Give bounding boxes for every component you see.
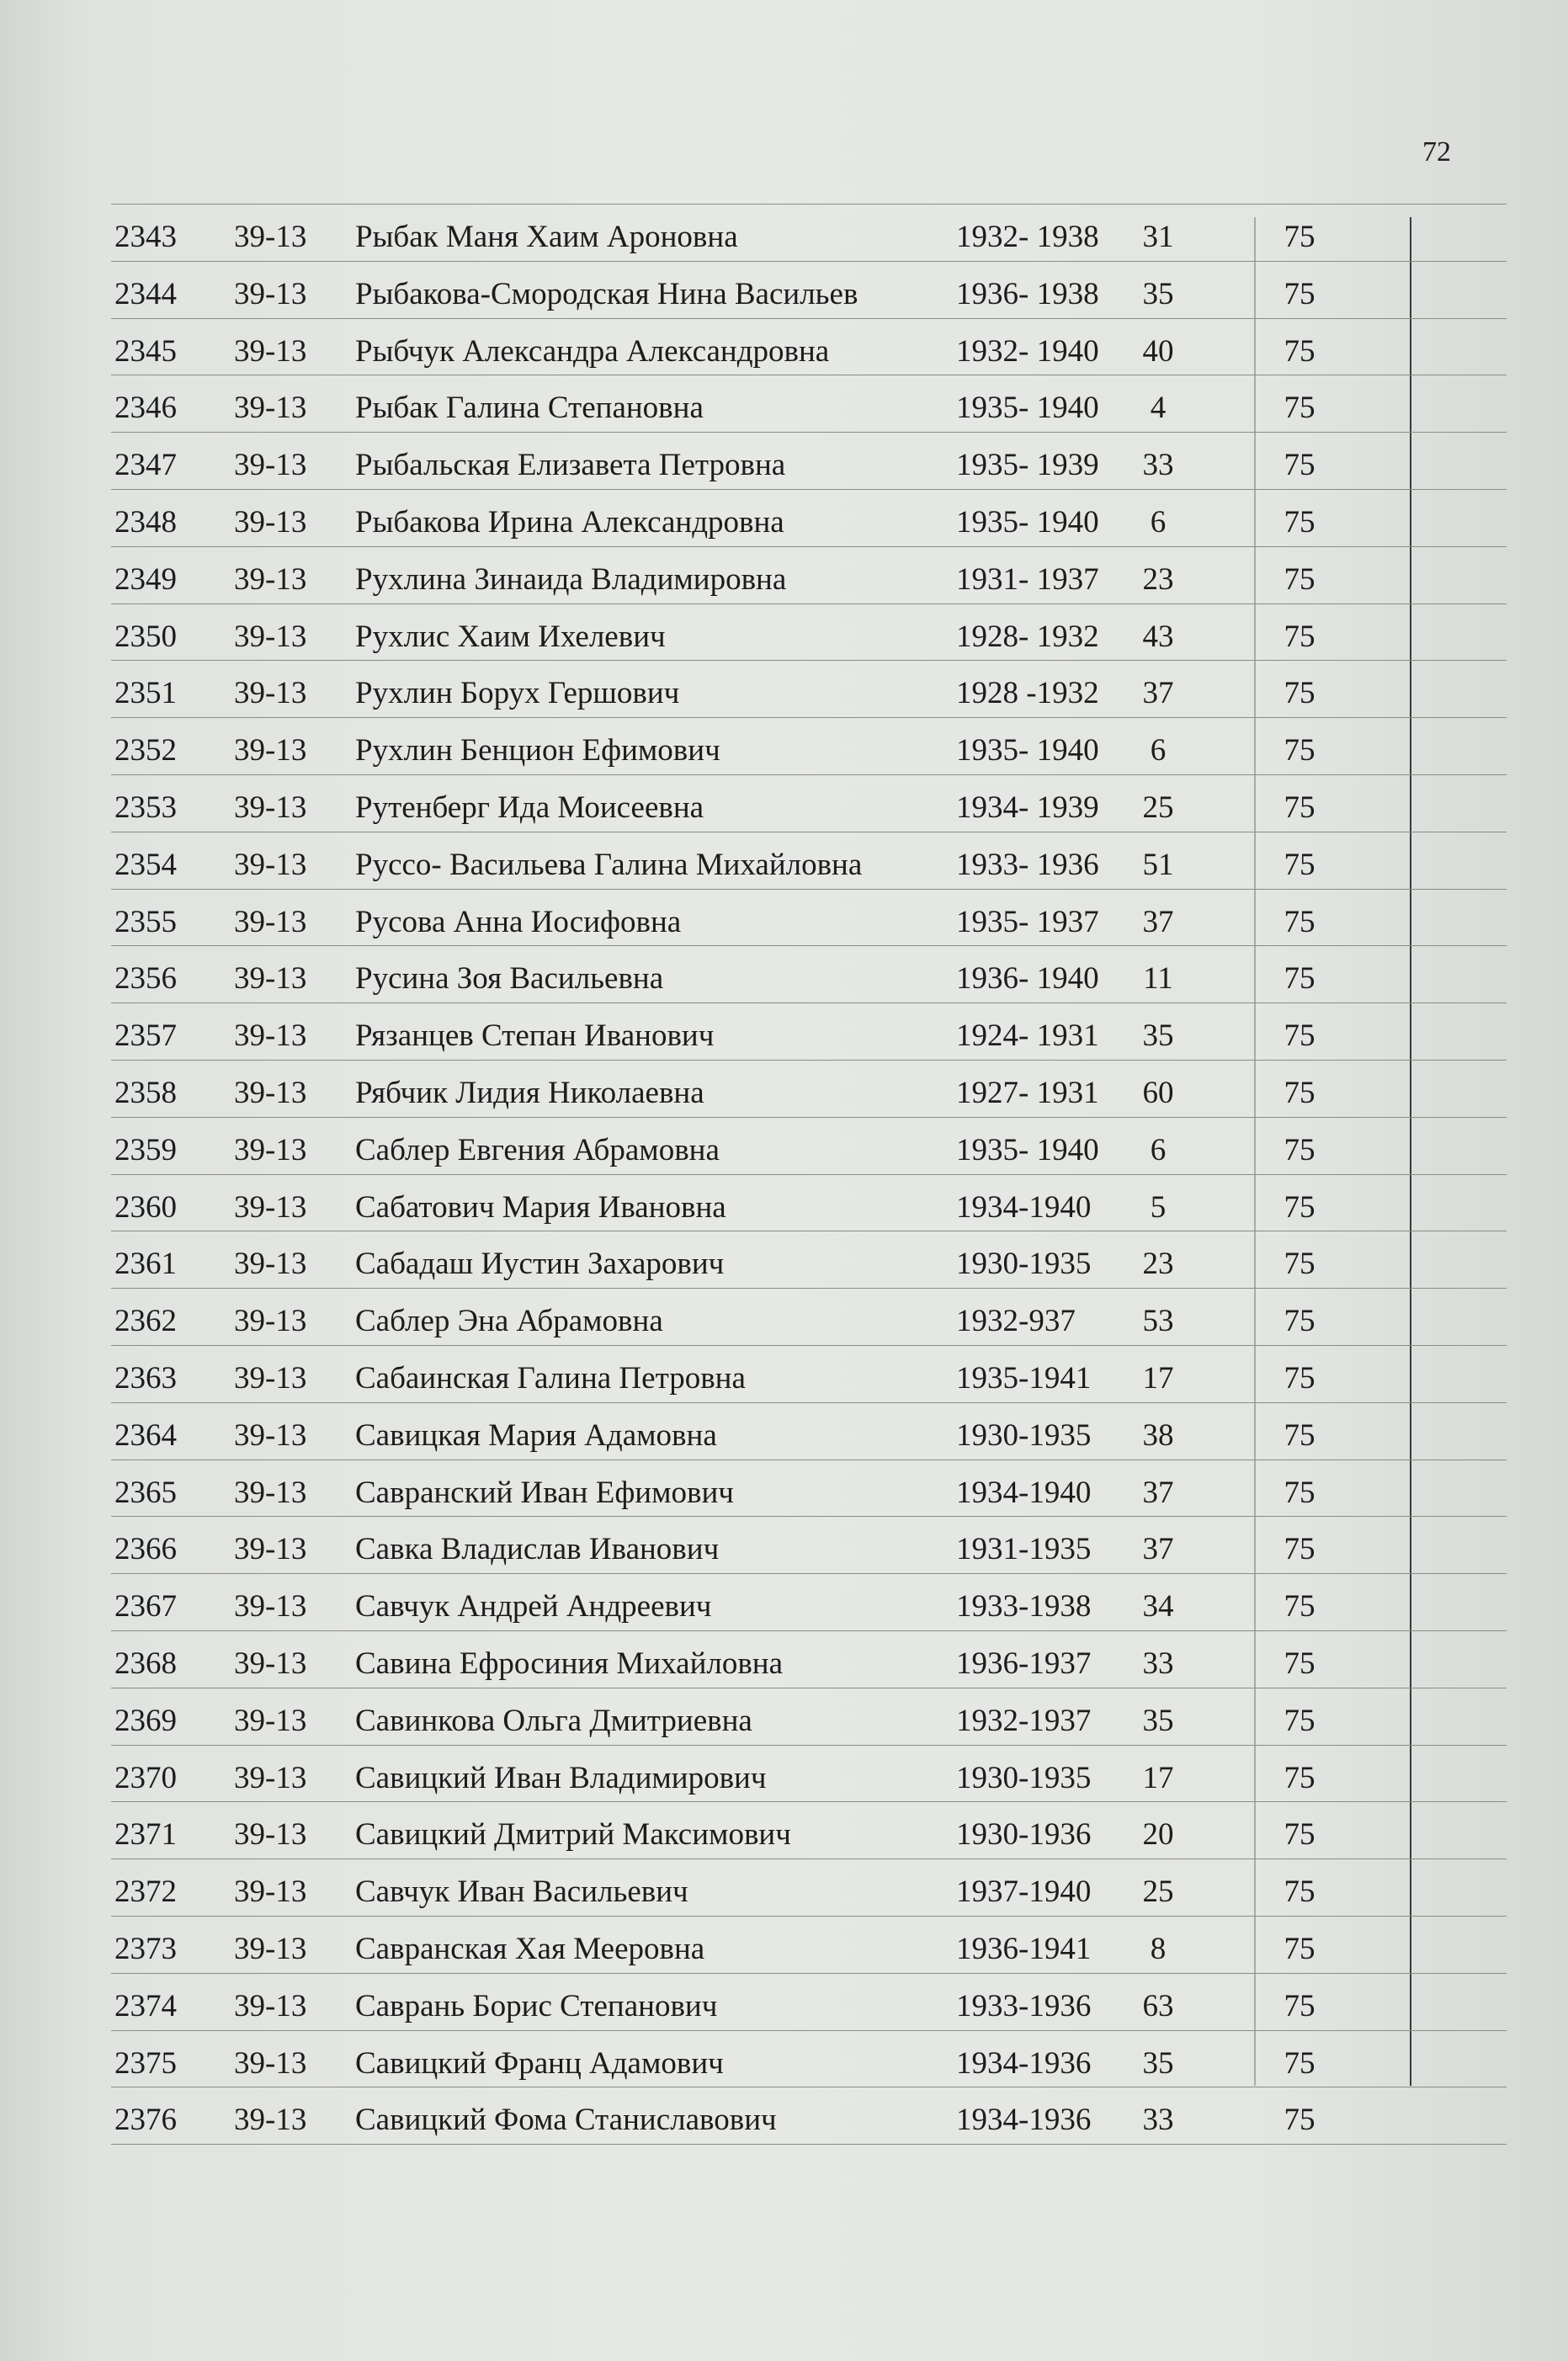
record-count: 31 [1142, 220, 1174, 254]
record-value: 75 [1284, 276, 1316, 311]
table-row [111, 204, 1507, 262]
record-number: 2353 [114, 790, 177, 825]
person-name: Саблер Эна Абрамовна [355, 1304, 663, 1339]
table-row [111, 2087, 1507, 2145]
table-row [111, 775, 1507, 832]
record-value: 75 [1284, 333, 1316, 369]
record-count: 4 [1150, 391, 1167, 426]
year-range: 1930-1935 [956, 1417, 1092, 1453]
record-count: 8 [1150, 1931, 1167, 1966]
year-range: 1934-1936 [956, 2045, 1092, 2081]
record-code: 39-13 [234, 1874, 307, 1910]
page-number: 72 [1422, 136, 1451, 168]
record-count: 25 [1142, 1874, 1174, 1910]
person-name: Рыбчук Александра Александровна [355, 333, 830, 369]
person-name: Руссо- Васильева Галина Михайловна [355, 847, 863, 882]
record-code: 39-13 [234, 1132, 307, 1167]
record-code: 39-13 [234, 448, 307, 483]
record-count: 35 [1142, 1703, 1174, 1738]
record-number: 2343 [114, 220, 177, 254]
table-row [111, 433, 1507, 490]
person-name: Саблер Евгения Абрамовна [355, 1132, 720, 1167]
person-name: Савка Владислав Иванович [355, 1532, 720, 1567]
record-code: 39-13 [234, 619, 307, 654]
person-name: Савицкая Мария Адамовна [355, 1417, 717, 1453]
ledger-table [111, 204, 1507, 2145]
record-number: 2354 [114, 847, 177, 882]
year-range: 1934- 1939 [956, 790, 1099, 825]
record-count: 11 [1143, 961, 1173, 997]
record-count: 51 [1142, 847, 1174, 882]
record-code: 39-13 [234, 1189, 307, 1225]
table-row [111, 1003, 1507, 1061]
year-range: 1934-1940 [956, 1189, 1092, 1225]
record-code: 39-13 [234, 904, 307, 939]
record-number: 2350 [114, 619, 177, 654]
record-value: 75 [1284, 961, 1316, 997]
record-code: 39-13 [234, 1988, 307, 2023]
record-code: 39-13 [234, 333, 307, 369]
year-range: 1934-1940 [956, 1475, 1092, 1510]
table-row [111, 718, 1507, 775]
table-row [111, 1859, 1507, 1917]
record-code: 39-13 [234, 1817, 307, 1853]
person-name: Савина Ефросиния Михайловна [355, 1646, 784, 1681]
record-number: 2346 [114, 391, 177, 426]
table-row [111, 1346, 1507, 1403]
table-row [111, 1289, 1507, 1346]
record-code: 39-13 [234, 1931, 307, 1966]
record-value: 75 [1284, 619, 1316, 654]
person-name: Русова Анна Иосифовна [355, 904, 682, 939]
year-range: 1930-1935 [956, 1760, 1092, 1795]
table-row [111, 1688, 1507, 1746]
person-name: Рыбальская Елизавета Петровна [355, 448, 786, 483]
record-number: 2369 [114, 1703, 177, 1738]
record-value: 75 [1284, 1931, 1316, 1966]
record-number: 2355 [114, 904, 177, 939]
year-range: 1932-1937 [956, 1703, 1092, 1738]
record-value: 75 [1284, 1703, 1316, 1738]
record-value: 75 [1284, 1646, 1316, 1681]
person-name: Савицкий Дмитрий Максимович [355, 1817, 791, 1853]
record-count: 5 [1150, 1189, 1167, 1225]
record-number: 2365 [114, 1475, 177, 1510]
record-value: 75 [1284, 1075, 1316, 1110]
record-count: 6 [1150, 504, 1167, 540]
record-value: 75 [1284, 1874, 1316, 1910]
record-number: 2366 [114, 1532, 177, 1567]
record-code: 39-13 [234, 2045, 307, 2081]
record-count: 17 [1142, 1360, 1174, 1396]
record-count: 34 [1142, 1589, 1174, 1625]
record-code: 39-13 [234, 1646, 307, 1681]
record-value: 75 [1284, 676, 1316, 711]
record-code: 39-13 [234, 790, 307, 825]
record-value: 75 [1284, 1988, 1316, 2023]
person-name: Саврань Борис Степанович [355, 1988, 718, 2023]
year-range: 1933-1936 [956, 1988, 1092, 2023]
record-code: 39-13 [234, 391, 307, 426]
table-row [111, 1175, 1507, 1232]
record-count: 6 [1150, 733, 1167, 768]
table-row [111, 890, 1507, 947]
record-code: 39-13 [234, 1475, 307, 1510]
person-name: Рыбак Галина Степановна [355, 391, 704, 426]
year-range: 1935- 1940 [956, 733, 1099, 768]
record-code: 39-13 [234, 1304, 307, 1339]
record-code: 39-13 [234, 2103, 307, 2138]
year-range: 1935- 1940 [956, 504, 1099, 540]
record-value: 75 [1284, 1417, 1316, 1453]
table-row [111, 1517, 1507, 1574]
record-value: 75 [1284, 1189, 1316, 1225]
year-range: 1935- 1937 [956, 904, 1099, 939]
person-name: Рыбакова-Смородская Нина Васильев [355, 276, 858, 311]
table-row [111, 1746, 1507, 1803]
record-number: 2344 [114, 276, 177, 311]
table-row [111, 1231, 1507, 1289]
record-number: 2359 [114, 1132, 177, 1167]
table-row [111, 490, 1507, 547]
record-code: 39-13 [234, 1247, 307, 1282]
year-range: 1932- 1940 [956, 333, 1099, 369]
record-code: 39-13 [234, 1417, 307, 1453]
record-value: 75 [1284, 2045, 1316, 2081]
person-name: Рыбак Маня Хаим Ароновна [355, 220, 738, 254]
person-name: Савицкий Франц Адамович [355, 2045, 724, 2081]
record-count: 25 [1142, 790, 1174, 825]
record-number: 2368 [114, 1646, 177, 1681]
record-value: 75 [1284, 790, 1316, 825]
record-code: 39-13 [234, 676, 307, 711]
record-count: 37 [1142, 1475, 1174, 1510]
record-value: 75 [1284, 847, 1316, 882]
year-range: 1927- 1931 [956, 1075, 1099, 1110]
record-value: 75 [1284, 391, 1316, 426]
table-row [111, 1917, 1507, 1974]
record-number: 2362 [114, 1304, 177, 1339]
record-count: 33 [1142, 2103, 1174, 2138]
record-count: 53 [1142, 1304, 1174, 1339]
person-name: Сабаинская Галина Петровна [355, 1360, 746, 1396]
record-number: 2349 [114, 561, 177, 597]
table-row [111, 1118, 1507, 1175]
person-name: Рутенберг Ида Моисеевна [355, 790, 704, 825]
record-code: 39-13 [234, 1532, 307, 1567]
year-range: 1935- 1940 [956, 1132, 1099, 1167]
table-row [111, 319, 1507, 376]
record-count: 37 [1142, 904, 1174, 939]
record-value: 75 [1284, 904, 1316, 939]
record-code: 39-13 [234, 1703, 307, 1738]
record-code: 39-13 [234, 1018, 307, 1054]
person-name: Рухлис Хаим Ихелевич [355, 619, 666, 654]
person-name: Рухлин Борух Гершович [355, 676, 680, 711]
record-count: 38 [1142, 1417, 1174, 1453]
record-code: 39-13 [234, 733, 307, 768]
person-name: Савицкий Фома Станиславович [355, 2103, 777, 2138]
record-value: 75 [1284, 220, 1316, 254]
record-value: 75 [1284, 1018, 1316, 1054]
record-number: 2371 [114, 1817, 177, 1853]
year-range: 1937-1940 [956, 1874, 1092, 1910]
year-range: 1924- 1931 [956, 1018, 1099, 1054]
person-name: Савчук Андрей Андреевич [355, 1589, 712, 1625]
record-number: 2373 [114, 1931, 177, 1966]
year-range: 1931- 1937 [956, 561, 1099, 597]
year-range: 1936- 1940 [956, 961, 1099, 997]
table-row [111, 1574, 1507, 1631]
record-code: 39-13 [234, 847, 307, 882]
year-range: 1932- 1938 [956, 220, 1099, 254]
record-count: 37 [1142, 676, 1174, 711]
table-row [111, 2031, 1507, 2088]
record-value: 75 [1284, 1475, 1316, 1510]
record-number: 2367 [114, 1589, 177, 1625]
record-code: 39-13 [234, 1589, 307, 1625]
year-range: 1932-937 [956, 1304, 1076, 1339]
record-number: 2348 [114, 504, 177, 540]
table-row [111, 1061, 1507, 1118]
record-number: 2358 [114, 1075, 177, 1110]
record-count: 35 [1142, 276, 1174, 311]
record-value: 75 [1284, 448, 1316, 483]
record-number: 2376 [114, 2103, 177, 2138]
record-count: 60 [1142, 1075, 1174, 1110]
record-value: 75 [1284, 1760, 1316, 1795]
record-number: 2347 [114, 448, 177, 483]
table-row [111, 262, 1507, 319]
year-range: 1933- 1936 [956, 847, 1099, 882]
record-code: 39-13 [234, 220, 307, 254]
record-number: 2370 [114, 1760, 177, 1795]
year-range: 1928- 1932 [956, 619, 1099, 654]
record-count: 37 [1142, 1532, 1174, 1567]
record-count: 23 [1142, 561, 1174, 597]
record-code: 39-13 [234, 961, 307, 997]
record-code: 39-13 [234, 276, 307, 311]
year-range: 1930-1936 [956, 1817, 1092, 1853]
record-value: 75 [1284, 1360, 1316, 1396]
year-range: 1936-1941 [956, 1931, 1092, 1966]
record-number: 2352 [114, 733, 177, 768]
record-number: 2357 [114, 1018, 177, 1054]
record-value: 75 [1284, 1247, 1316, 1282]
record-count: 40 [1142, 333, 1174, 369]
record-count: 33 [1142, 1646, 1174, 1681]
record-number: 2364 [114, 1417, 177, 1453]
record-number: 2361 [114, 1247, 177, 1282]
record-count: 23 [1142, 1247, 1174, 1282]
table-row [111, 547, 1507, 604]
record-number: 2375 [114, 2045, 177, 2081]
record-count: 35 [1142, 1018, 1174, 1054]
person-name: Рыбакова Ирина Александровна [355, 504, 784, 540]
record-value: 75 [1284, 1132, 1316, 1167]
record-code: 39-13 [234, 561, 307, 597]
record-value: 75 [1284, 1304, 1316, 1339]
record-value: 75 [1284, 1589, 1316, 1625]
table-row [111, 661, 1507, 718]
record-value: 75 [1284, 733, 1316, 768]
person-name: Сабадаш Иустин Захарович [355, 1247, 725, 1282]
person-name: Сабатович Мария Ивановна [355, 1189, 726, 1225]
record-count: 20 [1142, 1817, 1174, 1853]
record-number: 2356 [114, 961, 177, 997]
person-name: Савинкова Ольга Дмитриевна [355, 1703, 752, 1738]
record-value: 75 [1284, 1532, 1316, 1567]
table-row [111, 946, 1507, 1003]
person-name: Рухлин Бенцион Ефимович [355, 733, 720, 768]
table-row [111, 375, 1507, 433]
record-count: 17 [1142, 1760, 1174, 1795]
record-count: 35 [1142, 2045, 1174, 2081]
person-name: Савранская Хая Мееровна [355, 1931, 705, 1966]
record-code: 39-13 [234, 504, 307, 540]
record-code: 39-13 [234, 1360, 307, 1396]
table-row [111, 1460, 1507, 1518]
record-value: 75 [1284, 561, 1316, 597]
record-value: 75 [1284, 2103, 1316, 2138]
table-row [111, 604, 1507, 662]
year-range: 1931-1935 [956, 1532, 1092, 1567]
table-row [111, 1974, 1507, 2031]
year-range: 1933-1938 [956, 1589, 1092, 1625]
record-number: 2345 [114, 333, 177, 369]
record-count: 63 [1142, 1988, 1174, 2023]
person-name: Рябчик Лидия Николаевна [355, 1075, 704, 1110]
record-number: 2372 [114, 1874, 177, 1910]
year-range: 1936- 1938 [956, 276, 1099, 311]
year-range: 1935- 1939 [956, 448, 1099, 483]
table-row [111, 1403, 1507, 1460]
year-range: 1930-1935 [956, 1247, 1092, 1282]
year-range: 1928 -1932 [956, 676, 1099, 711]
record-code: 39-13 [234, 1760, 307, 1795]
person-name: Савицкий Иван Владимирович [355, 1760, 767, 1795]
year-range: 1936-1937 [956, 1646, 1092, 1681]
table-row [111, 1802, 1507, 1859]
record-code: 39-13 [234, 1075, 307, 1110]
record-count: 33 [1142, 448, 1174, 483]
record-number: 2363 [114, 1360, 177, 1396]
person-name: Савранский Иван Ефимович [355, 1475, 734, 1510]
record-count: 43 [1142, 619, 1174, 654]
person-name: Рухлина Зинаида Владимировна [355, 561, 787, 597]
year-range: 1935-1941 [956, 1360, 1092, 1396]
record-number: 2374 [114, 1988, 177, 2023]
person-name: Савчук Иван Васильевич [355, 1874, 688, 1910]
record-number: 2360 [114, 1189, 177, 1225]
year-range: 1934-1936 [956, 2103, 1092, 2138]
record-value: 75 [1284, 1817, 1316, 1853]
record-number: 2351 [114, 676, 177, 711]
record-value: 75 [1284, 504, 1316, 540]
table-row [111, 832, 1507, 890]
record-count: 6 [1150, 1132, 1167, 1167]
person-name: Рязанцев Степан Иванович [355, 1018, 715, 1054]
person-name: Русина Зоя Васильевна [355, 961, 664, 997]
year-range: 1935- 1940 [956, 391, 1099, 426]
table-row [111, 1631, 1507, 1688]
